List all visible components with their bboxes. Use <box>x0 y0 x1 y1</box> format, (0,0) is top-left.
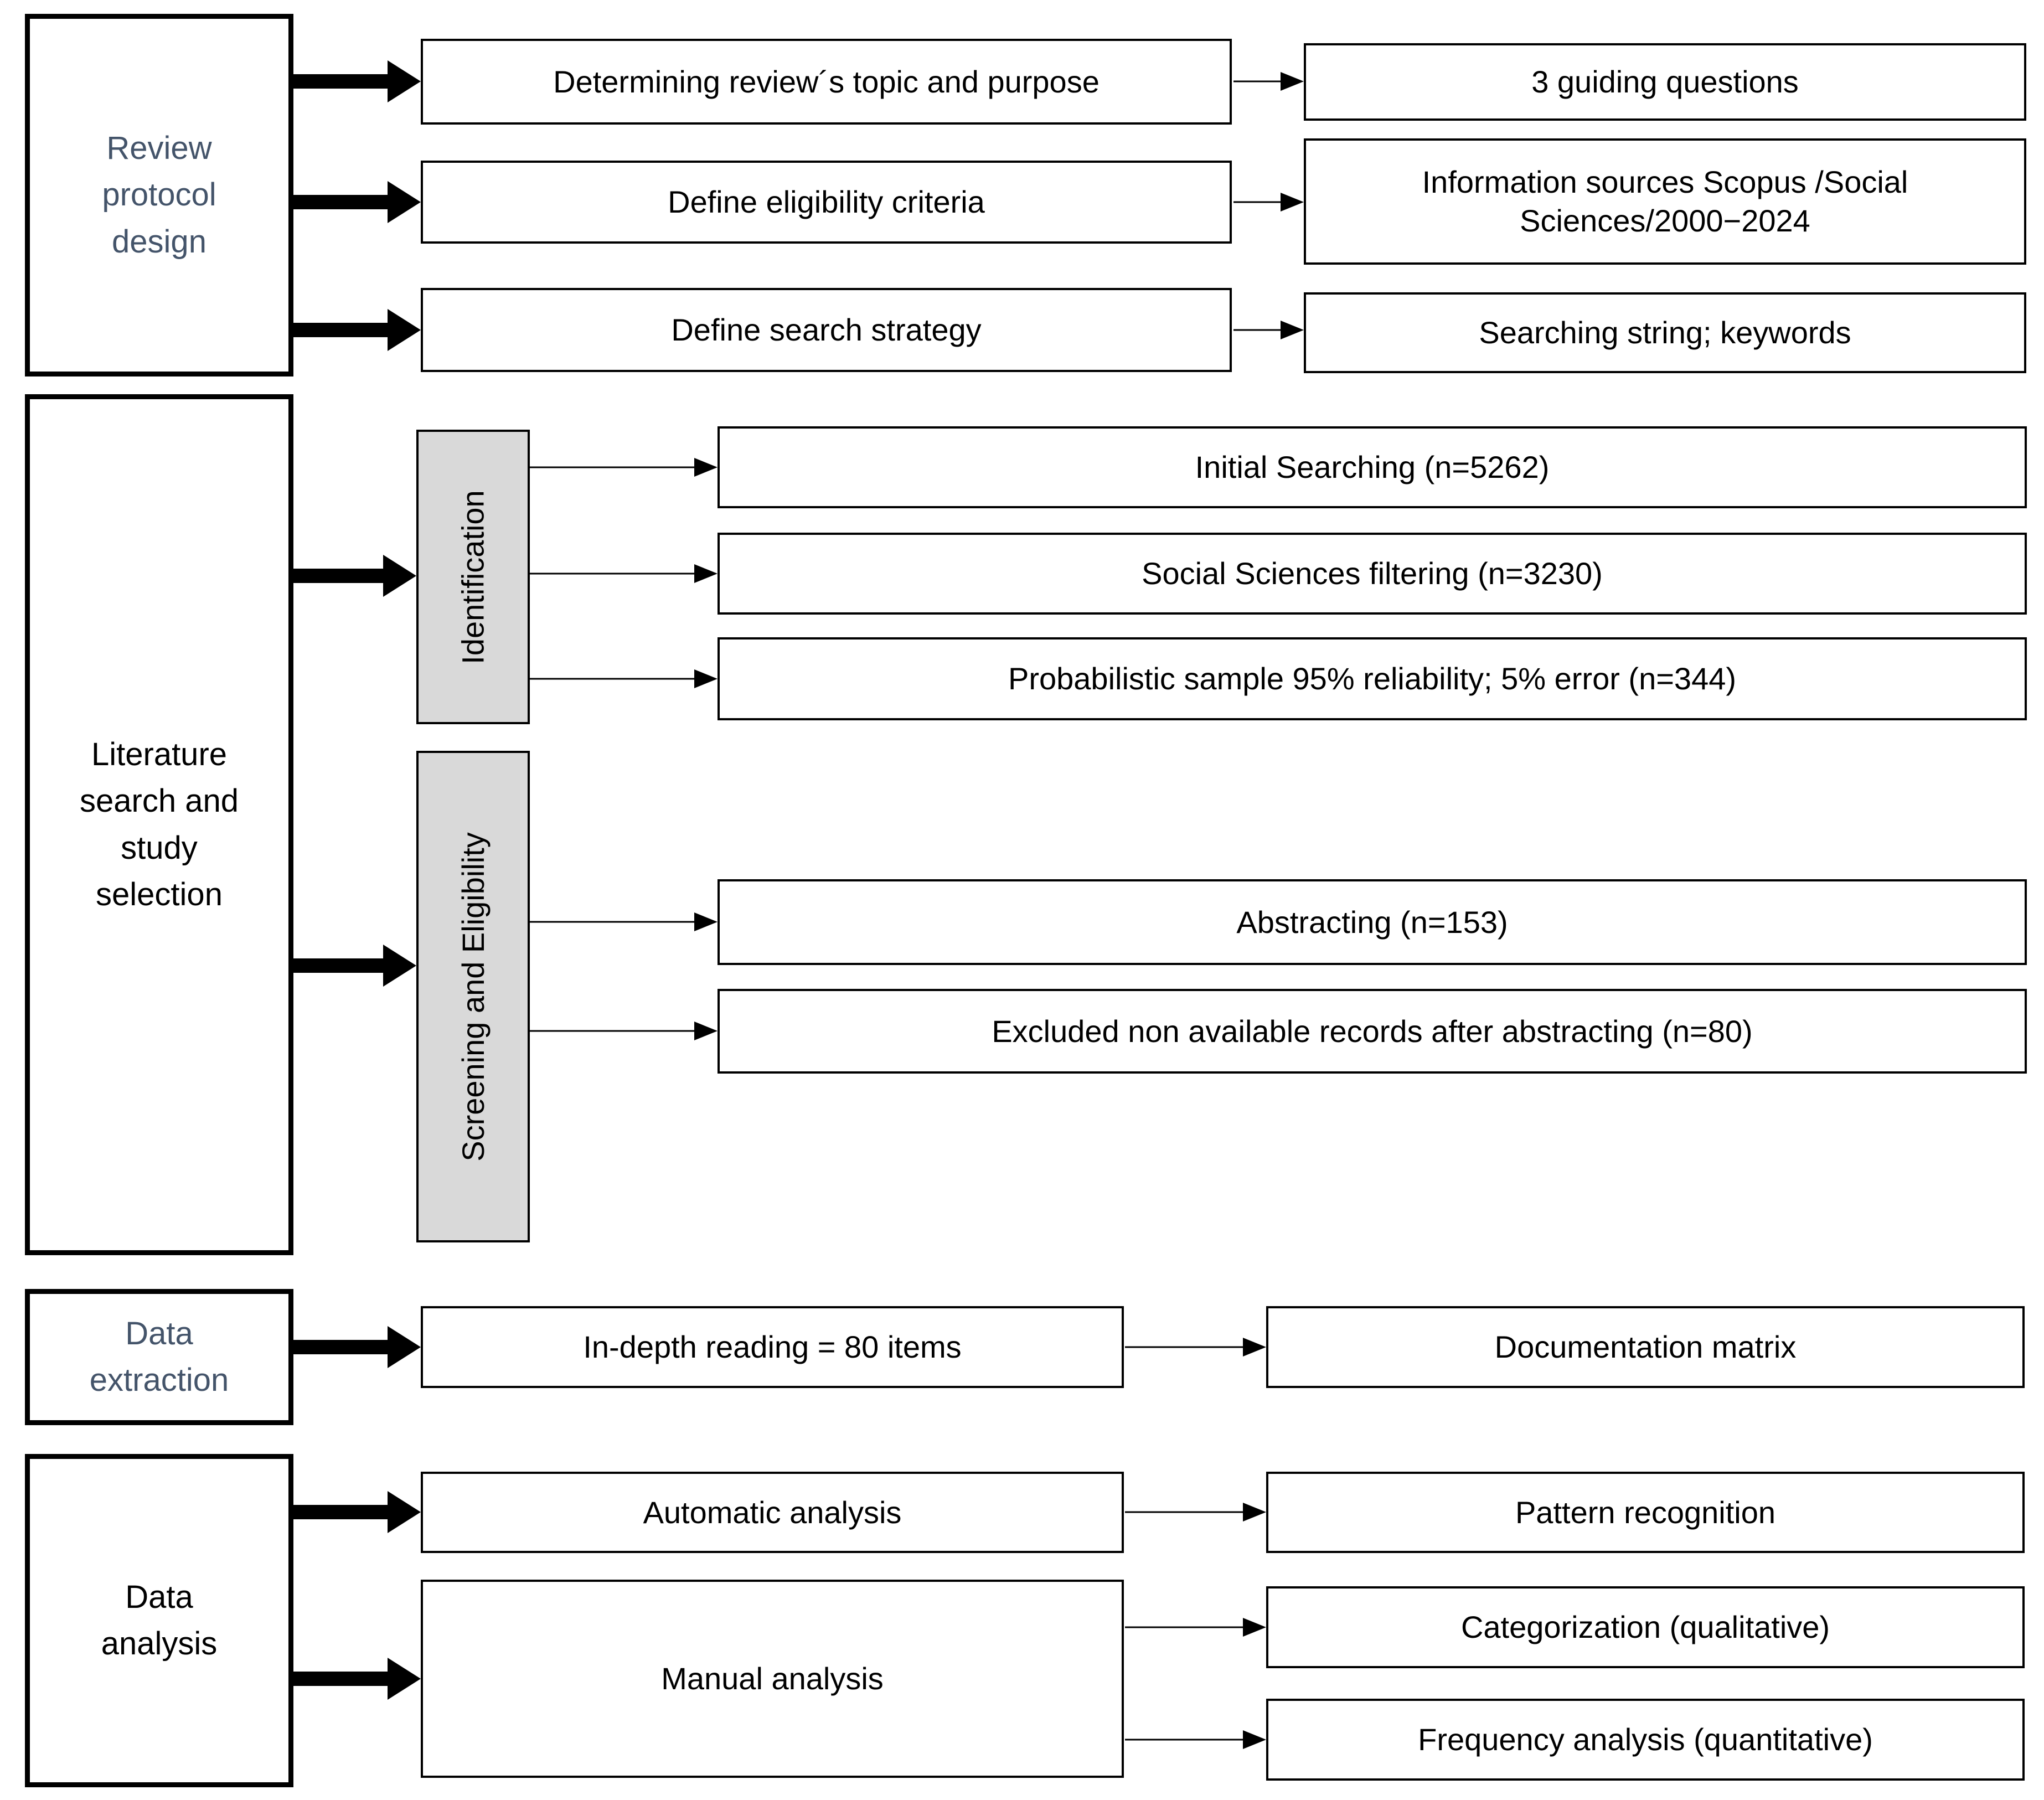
phase-identification-label: Identification <box>456 489 491 664</box>
arrow-identification-to-sample <box>530 669 718 688</box>
item-social-sciences-filtering: Social Sciences filtering (n=3230) <box>718 533 2027 615</box>
step-determining-topic: Determining review´s topic and purpose <box>421 39 1232 125</box>
arrow-analysis-automatic <box>291 1491 421 1533</box>
output-documentation-matrix: Documentation matrix <box>1266 1306 2025 1388</box>
stage-data-analysis: Data analysis <box>25 1454 293 1787</box>
arrow-manual-to-frequency <box>1125 1730 1266 1749</box>
arrow-protocol-step-2 <box>291 181 421 223</box>
arrow-strategy-to-string <box>1233 321 1304 339</box>
arrow-manual-to-categorization <box>1125 1618 1266 1637</box>
item-abstracting: Abstracting (n=153) <box>718 879 2027 965</box>
arrow-screening-to-abstracting <box>530 912 718 931</box>
item-excluded-records: Excluded non available records after abstracting (n=80) <box>718 989 2027 1074</box>
arrow-determining-to-questions <box>1233 72 1304 91</box>
stage-literature-search: Literature search and study selection <box>25 394 293 1255</box>
arrow-identification-to-initial <box>530 458 718 477</box>
output-categorization: Categorization (qualitative) <box>1266 1586 2025 1668</box>
step-indepth-reading: In-depth reading = 80 items <box>421 1306 1124 1388</box>
arrow-identification-to-filtering <box>530 564 718 583</box>
phase-screening-eligibility <box>416 751 530 1242</box>
arrow-eligibility-to-sources <box>1233 193 1304 212</box>
item-initial-searching: Initial Searching (n=5262) <box>718 426 2027 508</box>
output-frequency-analysis: Frequency analysis (quantitative) <box>1266 1699 2025 1781</box>
stage-review-protocol-design: Review protocol design <box>25 14 293 376</box>
arrow-protocol-step-3 <box>291 309 421 351</box>
arrow-automatic-to-pattern <box>1125 1503 1266 1522</box>
arrow-analysis-manual <box>291 1658 421 1700</box>
step-define-search-strategy: Define search strategy <box>421 288 1232 372</box>
arrow-literature-to-screening <box>291 945 416 987</box>
stage-data-extraction: Data extraction <box>25 1289 293 1425</box>
output-guiding-questions: 3 guiding questions <box>1304 43 2026 121</box>
phase-identification <box>416 430 530 724</box>
phase-screening-eligibility-label: Screening and Eligibility <box>456 832 491 1162</box>
item-probabilistic-sample: Probabilistic sample 95% reliability; 5% error (n=344) <box>718 637 2027 720</box>
step-automatic-analysis: Automatic analysis <box>421 1472 1124 1553</box>
arrow-extraction-step-1 <box>291 1326 421 1368</box>
output-searching-string: Searching string; keywords <box>1304 292 2026 373</box>
arrow-reading-to-matrix <box>1125 1338 1266 1357</box>
output-pattern-recognition: Pattern recognition <box>1266 1472 2025 1553</box>
step-manual-analysis: Manual analysis <box>421 1580 1124 1778</box>
arrow-protocol-step-1 <box>291 60 421 102</box>
arrow-literature-to-identification <box>291 555 416 597</box>
step-define-eligibility: Define eligibility criteria <box>421 161 1232 244</box>
arrow-screening-to-excluded <box>530 1022 718 1040</box>
output-information-sources: Information sources Scopus /Social Sciences/2000−2024 <box>1304 138 2026 265</box>
